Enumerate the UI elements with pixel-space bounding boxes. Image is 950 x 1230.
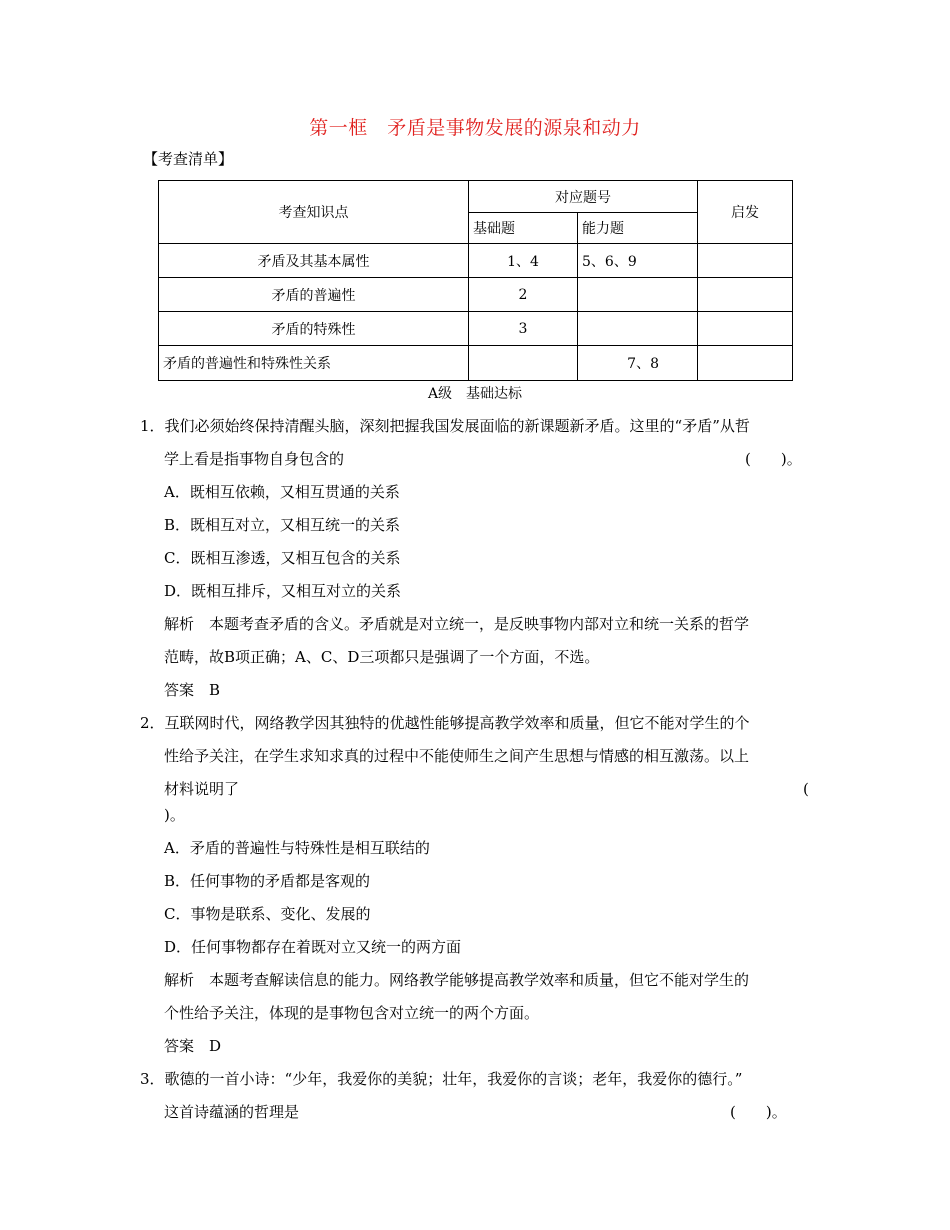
level-heading: A级 基础达标 [427,386,523,402]
question-1-option-b: B．既相互对立，又相互统一的关系 [164,516,401,534]
row-ability [578,278,698,312]
question-2-analysis: 解析 本题考查解读信息的能力。网络教学能够提高教学效率和质量，但它不能对学生的 [164,971,750,989]
question-1-option-c: C．既相互渗透，又相互包含的关系 [164,549,401,567]
question-1-text: 1．我们必须始终保持清醒头脑，深刻把握我国发展面临的新课题新矛盾。这里的“矛盾”从哲 [140,417,750,435]
question-1-analysis-cont: 范畴，故B项正确；A、C、D三项都只是强调了一个方面，不选。 [164,648,600,666]
section-label: 【考查清单】 [143,150,234,168]
table-row [159,244,793,278]
row-inspire [698,278,793,312]
header-ability: 能力题 [578,213,698,244]
row-topic: 矛盾的特殊性 [159,312,469,346]
question-2-option-a: A．矛盾的普遍性与特殊性是相互联结的 [164,839,430,857]
question-2-answer: 答案 D [164,1037,222,1055]
row-ability [578,312,698,346]
row-topic: 矛盾及其基本属性 [159,244,469,278]
question-3-text: 3．歌德的一首小诗：“少年，我爱你的美貌；壮年，我爱你的言谈；老年，我爱你的德行。” [140,1070,743,1088]
row-ability: 5、6、9 [578,244,698,278]
question-2-text-cont2: 材料说明了 [164,780,240,798]
table-row [159,346,793,381]
row-topic: 矛盾的普遍性 [159,278,469,312]
table-row [159,312,793,346]
question-2-analysis-cont: 个性给予关注，体现的是事物包含对立统一的两个方面。 [164,1004,540,1022]
header-numbers: 对应题号 [469,181,698,213]
question-2-option-d: D．任何事物都存在着既对立又统一的两方面 [164,938,462,956]
question-1-answer-blank: ( )。 [745,450,802,468]
question-2-text-cont: 性给予关注，在学生求知求真的过程中不能使师生之间产生思想与情感的相互激荡。以上 [164,747,750,765]
row-basic: 3 [469,312,578,346]
question-2-option-c: C．事物是联系、变化、发展的 [164,905,371,923]
question-2-answer-blank-close: )。 [164,806,185,824]
header-inspire: 启发 [698,181,793,244]
row-topic: 矛盾的普遍性和特殊性关系 [159,346,469,381]
header-basic: 基础题 [469,213,578,244]
row-basic: 1、4 [469,244,578,278]
question-1-text-cont: 学上看是指事物自身包含的 [164,450,345,468]
row-inspire [698,244,793,278]
question-1-answer: 答案 B [164,681,221,699]
exam-checklist-table [158,180,793,381]
row-basic: 2 [469,278,578,312]
row-inspire [698,312,793,346]
question-2-answer-blank-open: ( [803,780,809,798]
table-row [159,278,793,312]
question-2-text: 2．互联网时代，网络教学因其独特的优越性能够提高教学效率和质量，但它不能对学生的个 [140,714,750,732]
question-1-option-a: A．既相互依赖，又相互贯通的关系 [164,483,400,501]
row-inspire [698,346,793,381]
question-3-answer-blank: ( )。 [730,1103,787,1121]
question-1-analysis: 解析 本题考查矛盾的含义。矛盾就是对立统一，是反映事物内部对立和统一关系的哲学 [164,615,750,633]
row-basic [469,346,578,381]
question-2-option-b: B．任何事物的矛盾都是客观的 [164,872,371,890]
question-3-text-cont: 这首诗蕴涵的哲理是 [164,1103,300,1121]
page-title: 第一框 矛盾是事物发展的源泉和动力 [309,117,641,139]
header-knowledge: 考查知识点 [159,181,469,244]
question-1-option-d: D．既相互排斥，又相互对立的关系 [164,582,402,600]
row-ability: 7、8 [578,346,698,381]
